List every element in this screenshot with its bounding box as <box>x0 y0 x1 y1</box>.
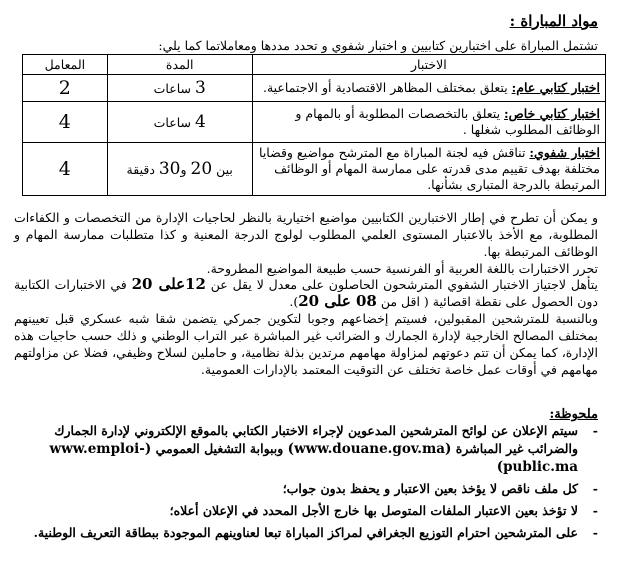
qualification-text-a: يتأهل لاجتياز الاختبار الشفوي المترشحون الحاصلون على معدل لا يقل عن <box>205 277 599 292</box>
paragraph-training: وبالنسبة للمترشحين المقبولين، فسيتم إخضاعهم وجوبا لتكوين جمركي يتضمن شقا شبه عسكري قبل تعيينهم بمختلف المصالح الخارجية لإدارة الجمارك و الضرائب غير المباشرة عبر التراب الوطني و ذلك حسب حاجيات هذه الإدارة، كما يمكن أن تتم دعوتهم لمزاولة مهامهم مرتدين بذلة نظامية، و حاملين لسلاح وظيفي، فضلا عن مزاولتهم مهامهم في أوقات عمل خاصة تختلف عن التوقيت المعتمد بالإدارات العمومية. <box>14 311 598 377</box>
paragraph-languages: تحرر الاختبارات باللغة العربية أو الفرنسية حسب طبيعة المواضيع المطروحة. <box>206 261 598 276</box>
qualification-text-e: ). <box>289 294 299 309</box>
coefficient-cell: 4 <box>23 143 108 196</box>
table-row <box>23 143 606 196</box>
note-text: وببوابة التشغيل العمومي <box>151 441 288 456</box>
duration-cell <box>107 75 252 102</box>
header-coefficient: المعامل <box>23 55 108 75</box>
test-label: اختبار شفوي: <box>529 145 600 160</box>
note-text: كل ملف ناقص لا يؤخذ بعين الاعتبار و يحفظ بدون جواب؛ <box>282 481 578 496</box>
duration-unit: ساعات <box>153 81 195 96</box>
duration-unit: ساعات <box>153 115 195 130</box>
paragraph-optional-topics: و يمكن أن تطرح في إطار الاختبارين الكتابيين مواضيع اختيارية بالنظر لحاجيات الإدارة من التخصصات و الكفاءات المطلوبة، مع الأخذ بالاعتبار المستوى العلمي المطلوب لولوج الدرجة المعنية و كذا متطلبات ممارسة المهام و الوظائف المرتبطة بها. <box>14 210 598 259</box>
duration-unit: دقيقة <box>126 162 159 177</box>
intro-text: تشتمل المباراة على اختبارين كتابيين و اختبار شفوي و تحدد مددها ومعاملاتما كما يلي: <box>158 38 598 53</box>
note-item <box>14 502 608 520</box>
header-duration: المدة <box>107 55 252 75</box>
coefficient-cell: 2 <box>23 75 108 102</box>
test-label: اختبار كتابي خاص: <box>504 106 600 121</box>
bullet-dash: - <box>592 525 598 540</box>
emploi-public-link[interactable]: (www.emploi-public.ma) <box>49 441 578 475</box>
coefficient-cell: 4 <box>23 102 108 143</box>
notes-title: ملحوظة: <box>549 407 598 422</box>
note-item <box>14 480 608 498</box>
bullet-dash: - <box>592 481 598 496</box>
test-description: يتعلق بمختلف المظاهر الاقتصادية أو الاجتماعية. <box>262 80 512 95</box>
bullet-dash: - <box>592 503 598 518</box>
duration-prefix: بين <box>212 162 233 177</box>
note-text: سيتم الإعلان عن لوائح المترشحين المدعوين لإجراء الاختبار الكتابي بالموقع الإلكتروني لإدارة الجمارك والضرائب غير المباشرة <box>54 423 578 456</box>
table-row <box>23 75 606 102</box>
duration-max: 30 <box>158 159 181 179</box>
notes-list <box>14 422 608 546</box>
duration-cell <box>107 143 252 196</box>
duration-value: 3 <box>194 78 206 98</box>
note-item <box>14 422 608 476</box>
eliminatory-mark: 08 على 20 <box>298 292 377 310</box>
test-description: تناقش فيه لجنة المباراة مع المترشح مواضيع وقضايا مختلفة بهدف تقييم مدى قدرته على ممارسة المهام أو الوظائف المرتبطة بالدرجة المتبارى بشأنها. <box>259 145 600 192</box>
qualification-text-c: في الاختبارات الكتابية دون الحصول على نقطة اقصائية ( اقل من <box>14 277 598 309</box>
note-text: لا تؤخذ بعين الاعتبار الملفات المتوصل بها خارج الأجل المحدد في الإعلان أعلاه؛ <box>169 503 578 518</box>
min-average: 12على 20 <box>131 275 206 293</box>
duration-min: 20 <box>190 159 213 179</box>
duration-cell <box>107 102 252 143</box>
note-text: على المترشحين احترام التوزيع الجغرافي لمراكز المباراة تبعا لعناوينهم الموجودة ببطاقة التعريف الوطنية. <box>33 525 578 540</box>
section-title: مواد المباراة : <box>509 12 598 30</box>
table-row <box>23 102 606 143</box>
duration-separator: و <box>180 162 191 177</box>
bullet-dash: - <box>592 423 598 438</box>
test-cell <box>252 102 605 143</box>
note-item <box>14 524 608 542</box>
exam-table <box>22 54 606 196</box>
test-cell <box>252 75 605 102</box>
douane-link[interactable]: (www.douane.gov.ma) <box>287 441 452 457</box>
duration-value: 4 <box>194 112 206 132</box>
table-header-row <box>23 55 606 75</box>
header-test: الاختبار <box>252 55 605 75</box>
test-label: اختبار كتابي عام: <box>511 80 600 95</box>
paragraph-qualification <box>14 276 598 310</box>
test-description: يتعلق بالتخصصات المطلوبة أو بالمهام و الوظائف المطلوب شغلها . <box>295 106 600 137</box>
test-cell <box>252 143 605 196</box>
